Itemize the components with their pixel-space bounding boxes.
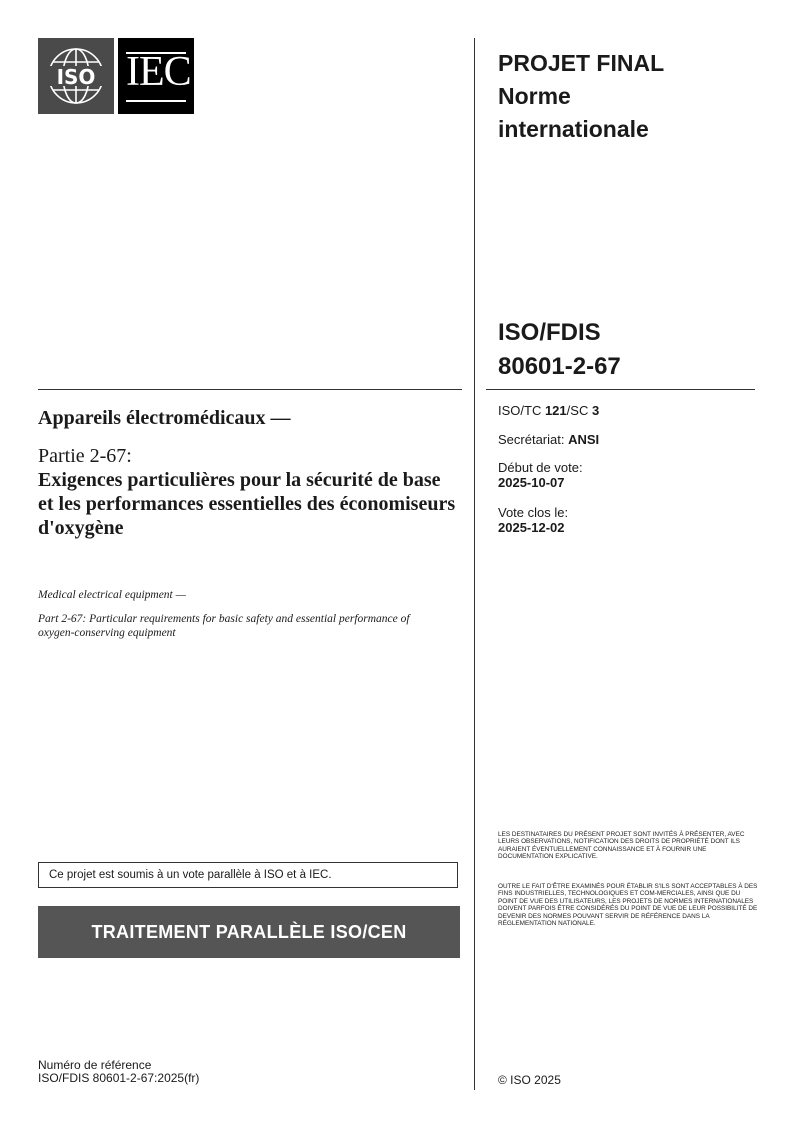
reference-value: ISO/FDIS 80601-2-67:2025(fr) — [38, 1071, 200, 1085]
status-line-1: PROJET FINAL — [498, 50, 665, 76]
document-number — [498, 316, 758, 384]
notice-paragraph-1: LES DESTINATAIRES DU PRÉSENT PROJET SONT INVITÉS À PRÉSENTER, AVEC LEURS OBSERVATIONS, NOTIFICATION DES DROITS DE PROPRIÉTÉ DONT ILS AURAIENT ÉVENTUELLEMENT CONNAISSANCE ET À FOURNIR UNE DOCUMENTATION EXPLICATIVE. — [498, 831, 745, 861]
vote-end — [498, 505, 758, 535]
vote-start — [498, 460, 758, 490]
vote-end-date: 2025-12-02 — [498, 520, 565, 535]
english-part-title: Part 2-67: Particular requirements for basic safety and essential performance of oxygen-conserving equipment — [38, 613, 410, 639]
sc-number: 3 — [591, 403, 600, 418]
vote-start-label: Début de vote: — [498, 460, 583, 475]
left-horizontal-divider — [38, 389, 462, 390]
status-line-3: internationale — [498, 116, 649, 142]
iec-logo-text: IEC — [126, 49, 191, 95]
document-subtitle: Exigences particulières pour la sécurité de base et les performances essentielles des économiseurs d'oxygène — [38, 469, 456, 539]
secretariat-value: ANSI — [568, 432, 600, 447]
notice-paragraph-2: OUTRE LE FAIT D'ÊTRE EXAMINÉS POUR ÉTABLIR S'ILS SONT ACCEPTABLES À DES FINS INDUSTRIELLES, TECHNOLOGIQUES ET COM-MERCIALES, AINSI QUE DU POINT DE VUE DES UTILISATEURS, LES PROJETS DE NORMES INTERNATIONALES DOIVENT PARFOIS ÊTRE CONSIDÉRÉS DU POINT DE VUE DE LEUR POSSIBILITÉ DE DEVENIR DES NORMES POUVANT SERVIR DE RÉFÉRENCE DANS LA RÉGLEMENTATION NATIONALE. — [498, 883, 758, 928]
iec-logo — [118, 38, 194, 114]
copyright: © ISO 2025 — [498, 1073, 561, 1087]
iso-logo — [38, 38, 114, 114]
tc-number: 121 — [544, 403, 567, 418]
tc-prefix: ISO/TC — [498, 403, 545, 418]
iso-globe-icon — [38, 38, 114, 114]
document-title: Appareils électromédicaux — — [38, 407, 291, 429]
parallel-processing-banner: TRAITEMENT PARALLÈLE ISO/CEN — [38, 906, 460, 958]
document-number-line-1: ISO/FDIS — [498, 319, 601, 346]
committee-line — [498, 403, 758, 418]
document-number-line-2: 80601-2-67 — [498, 353, 621, 380]
document-part: Partie 2-67: — [38, 445, 132, 467]
iso-logo-text: ISO — [56, 65, 96, 89]
parallel-vote-notice: Ce projet est soumis à un vote parallèle à ISO et à IEC. — [38, 862, 458, 888]
sc-prefix: /SC — [566, 403, 592, 418]
reference-label: Numéro de référence — [38, 1058, 152, 1072]
vote-start-date: 2025-10-07 — [498, 475, 565, 490]
secretariat-line — [498, 432, 758, 447]
vertical-divider — [474, 38, 475, 1090]
status-line-2: Norme — [498, 83, 571, 109]
english-title: Medical electrical equipment — — [38, 589, 186, 601]
secretariat-label: Secrétariat: — [498, 432, 569, 447]
iec-logo-bottom-bar — [126, 100, 186, 102]
document-status — [498, 47, 758, 146]
vote-end-label: Vote clos le: — [498, 505, 569, 520]
right-horizontal-divider — [486, 389, 755, 390]
reference-number — [38, 1059, 338, 1085]
